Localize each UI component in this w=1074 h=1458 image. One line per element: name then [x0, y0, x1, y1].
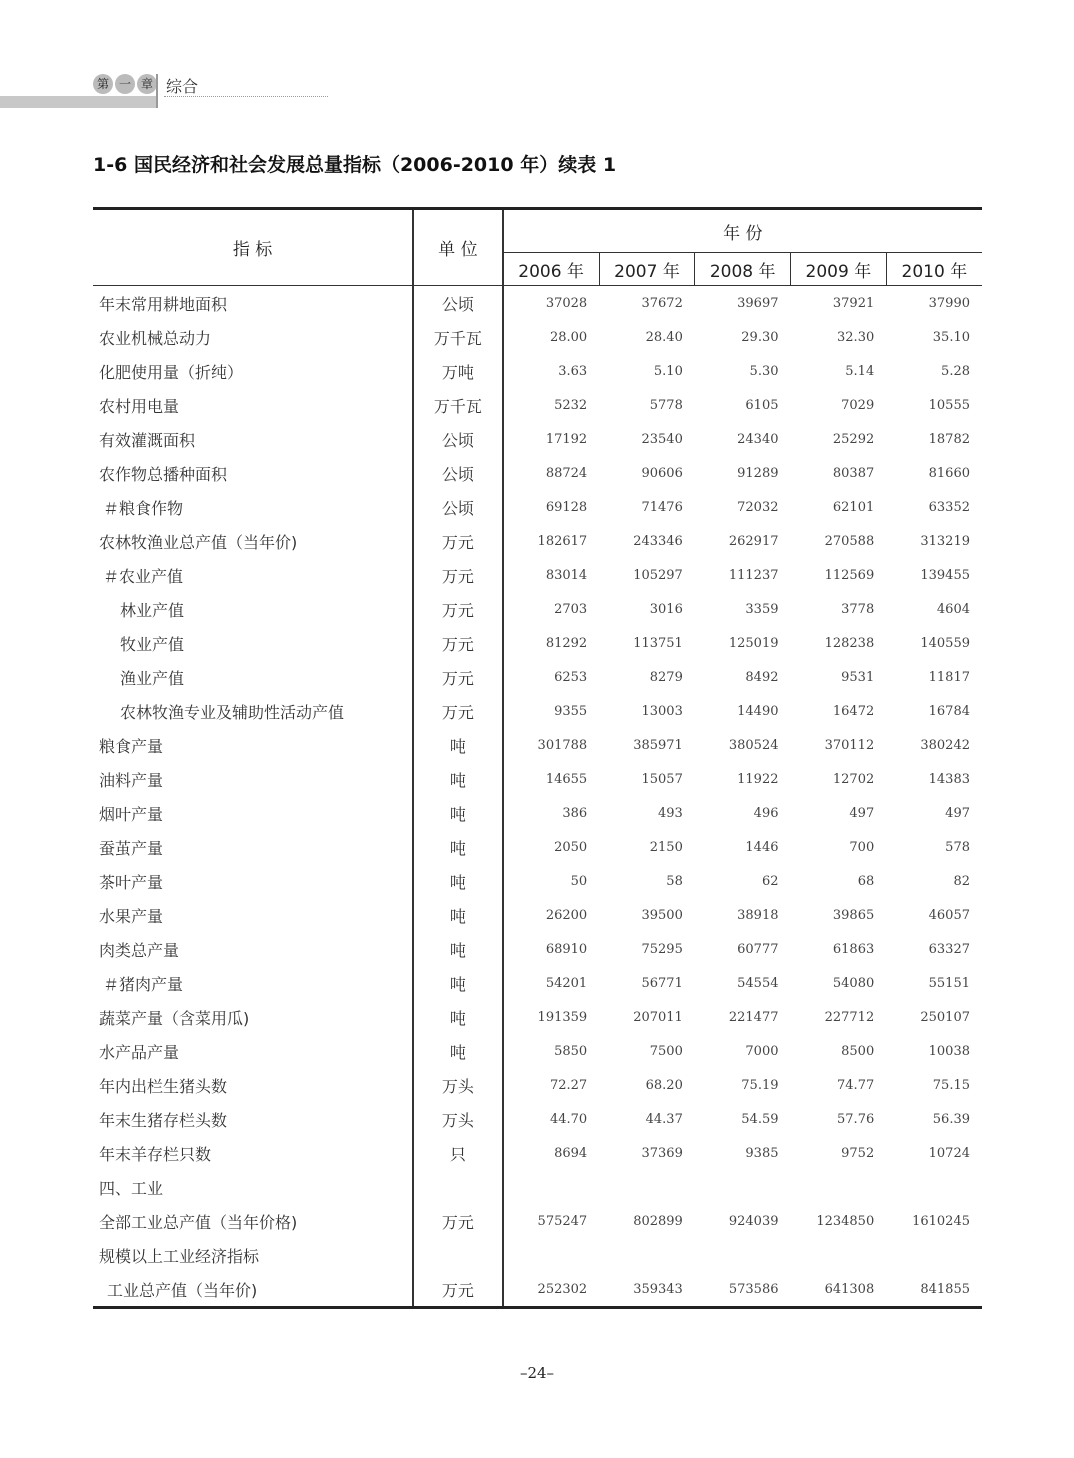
value-cell: 6105 — [745, 397, 779, 413]
indicator-name: 化肥使用量（折纯） — [93, 354, 413, 388]
value-cell: 9385 — [745, 1145, 779, 1161]
indicator-name: 农业机械总动力 — [93, 320, 413, 354]
value-cell: 14655 — [545, 771, 588, 787]
value-cell: 5.10 — [653, 363, 683, 379]
value-cell: 23540 — [641, 431, 683, 447]
value-cell: 5.30 — [749, 363, 779, 379]
value-cell: 83014 — [545, 567, 588, 583]
value-cell: 39865 — [832, 907, 875, 923]
table-row — [93, 762, 982, 796]
year-header: 2009 年 — [791, 253, 887, 286]
value-cell — [599, 1238, 695, 1272]
value-cell: 11817 — [928, 669, 970, 685]
value-cell: 313219 — [920, 533, 970, 549]
header-bar — [0, 96, 158, 108]
value-cell: 924039 — [728, 1213, 779, 1229]
value-cell: 493 — [658, 805, 683, 821]
indicator-name: 年内出栏生猪头数 — [93, 1068, 413, 1102]
value-cell: 44.70 — [549, 1111, 588, 1127]
value-cell: 28.40 — [645, 329, 683, 345]
unit-cell: 公顷 — [413, 422, 502, 456]
indicator-name: 年末常用耕地面积 — [93, 286, 413, 321]
indicator-name: 渔业产值 — [93, 660, 413, 694]
value-cell: 227712 — [824, 1009, 875, 1025]
value-cell: 16472 — [832, 703, 875, 719]
unit-cell: 万千瓦 — [413, 320, 502, 354]
unit-cell: 万吨 — [413, 354, 502, 388]
value-cell: 60777 — [737, 941, 779, 957]
value-cell: 68 — [857, 873, 875, 889]
value-cell: 700 — [849, 839, 875, 855]
value-cell: 57.76 — [837, 1111, 875, 1127]
chapter-char: 章 — [137, 74, 157, 94]
indicator-name: 蚕茧产量 — [93, 830, 413, 864]
value-cell: 1234850 — [816, 1213, 875, 1229]
indicator-name: 农林牧渔专业及辅助性活动产值 — [93, 694, 413, 728]
unit-cell: 万元 — [413, 558, 502, 592]
indicator-name: 农作物总播种面积 — [93, 456, 413, 490]
header-dotted-line — [164, 96, 328, 97]
value-cell: 15057 — [641, 771, 683, 787]
value-cell: 39697 — [737, 295, 779, 311]
value-cell: 56771 — [641, 975, 683, 991]
value-cell: 88724 — [545, 465, 588, 481]
table-row — [93, 796, 982, 830]
indicator-name: 农林牧渔业总产值（当年价) — [93, 524, 413, 558]
value-cell: 802899 — [633, 1213, 683, 1229]
table-row — [93, 660, 982, 694]
table-row — [93, 830, 982, 864]
value-cell: 111237 — [728, 567, 779, 583]
table-row — [93, 728, 982, 762]
indicator-name: 全部工业总产值（当年价格) — [93, 1204, 413, 1238]
value-cell: 7000 — [745, 1043, 779, 1059]
value-cell: 69128 — [545, 499, 588, 515]
value-cell: 62 — [761, 873, 779, 889]
value-cell: 497 — [945, 805, 970, 821]
indicator-name: 林业产值 — [93, 592, 413, 626]
value-cell: 28.00 — [549, 329, 588, 345]
unit-cell: 万元 — [413, 592, 502, 626]
unit-cell: 万元 — [413, 1272, 502, 1308]
value-cell: 14383 — [928, 771, 970, 787]
value-cell: 2150 — [649, 839, 683, 855]
value-cell: 113751 — [633, 635, 683, 651]
value-cell: 182617 — [537, 533, 588, 549]
value-cell: 112569 — [824, 567, 875, 583]
year-header: 2010 年 — [886, 253, 982, 286]
indicator-name: 有效灌溉面积 — [93, 422, 413, 456]
table-row — [93, 422, 982, 456]
value-cell: 35.10 — [932, 329, 970, 345]
value-cell: 72.27 — [549, 1077, 588, 1093]
value-cell: 1610245 — [912, 1213, 970, 1229]
value-cell: 71476 — [641, 499, 683, 515]
value-cell: 14490 — [737, 703, 779, 719]
value-cell: 841855 — [886, 1272, 982, 1308]
value-cell: 61863 — [832, 941, 875, 957]
unit-cell: 公顷 — [413, 286, 502, 321]
value-cell: 5232 — [554, 397, 588, 413]
value-cell: 301788 — [537, 737, 588, 753]
unit-cell: 万元 — [413, 660, 502, 694]
value-cell: 105297 — [633, 567, 683, 583]
value-cell — [695, 1238, 791, 1272]
year-header: 2007 年 — [599, 253, 695, 286]
chapter-badge — [93, 74, 157, 94]
value-cell: 29.30 — [741, 329, 779, 345]
value-cell: 380242 — [920, 737, 970, 753]
value-cell: 62101 — [832, 499, 875, 515]
indicator-name: ＃粮食作物 — [93, 490, 413, 524]
unit-cell: 公顷 — [413, 490, 502, 524]
table-row — [93, 694, 982, 728]
table-row — [93, 626, 982, 660]
year-header: 2008 年 — [695, 253, 791, 286]
unit-cell: 吨 — [413, 898, 502, 932]
value-cell: 54554 — [737, 975, 779, 991]
table-title: 1-6 国民经济和社会发展总量指标（2006-2010 年）续表 1 — [93, 154, 617, 176]
value-cell — [886, 1238, 982, 1272]
unit-cell: 吨 — [413, 966, 502, 1000]
table-row — [93, 1272, 982, 1308]
value-cell — [503, 1238, 600, 1272]
value-cell: 63352 — [928, 499, 970, 515]
value-cell: 25292 — [832, 431, 875, 447]
value-cell: 26200 — [545, 907, 588, 923]
value-cell: 9355 — [554, 703, 588, 719]
unit-cell: 吨 — [413, 796, 502, 830]
value-cell: 7029 — [841, 397, 875, 413]
unit-cell: 吨 — [413, 728, 502, 762]
value-cell: 46057 — [928, 907, 970, 923]
section-name: 综合 — [166, 77, 199, 96]
value-cell: 641308 — [791, 1272, 887, 1308]
table-row — [93, 1238, 982, 1272]
value-cell — [791, 1238, 887, 1272]
unit-cell: 吨 — [413, 762, 502, 796]
value-cell: 9752 — [841, 1145, 875, 1161]
indicator-name: 四、工业 — [93, 1170, 413, 1204]
year-header: 2006 年 — [503, 253, 600, 286]
table-row — [93, 1068, 982, 1102]
unit-cell: 只 — [413, 1136, 502, 1170]
value-cell: 8492 — [745, 669, 779, 685]
unit-cell — [413, 1170, 502, 1204]
indicator-name: 茶叶产量 — [93, 864, 413, 898]
indicator-name: ＃猪肉产量 — [93, 966, 413, 1000]
unit-cell: 吨 — [413, 1000, 502, 1034]
unit-cell: 吨 — [413, 830, 502, 864]
value-cell: 5.28 — [941, 363, 970, 379]
value-cell: 38918 — [737, 907, 779, 923]
indicator-name: 年末羊存栏只数 — [93, 1136, 413, 1170]
value-cell: 63327 — [928, 941, 970, 957]
value-cell: 74.77 — [837, 1077, 875, 1093]
value-cell: 12702 — [832, 771, 875, 787]
unit-cell: 万头 — [413, 1102, 502, 1136]
table-row — [93, 558, 982, 592]
value-cell: 10555 — [928, 397, 970, 413]
table-row — [93, 456, 982, 490]
value-cell: 4604 — [936, 601, 970, 617]
value-cell: 17192 — [545, 431, 588, 447]
col-years: 年 份 — [503, 209, 982, 253]
value-cell: 16784 — [928, 703, 970, 719]
table-row — [93, 320, 982, 354]
value-cell: 37921 — [832, 295, 875, 311]
value-cell: 3.63 — [558, 363, 588, 379]
value-cell: 10038 — [928, 1043, 970, 1059]
indicator-name: 烟叶产量 — [93, 796, 413, 830]
header-divider — [156, 74, 158, 108]
col-indicator: 指 标 — [93, 209, 413, 286]
value-cell: 8500 — [841, 1043, 875, 1059]
value-cell: 497 — [849, 805, 875, 821]
indicator-name: 工业总产值（当年价) — [93, 1272, 413, 1308]
value-cell: 54080 — [832, 975, 875, 991]
value-cell: 91289 — [737, 465, 779, 481]
table-row — [93, 1204, 982, 1238]
page-number: –24– — [519, 1364, 555, 1382]
value-cell: 125019 — [728, 635, 779, 651]
table-row — [93, 932, 982, 966]
chapter-char: 一 — [115, 74, 135, 94]
indicator-name: 油料产量 — [93, 762, 413, 796]
value-cell: 44.37 — [645, 1111, 683, 1127]
value-cell: 8279 — [649, 669, 683, 685]
value-cell: 54.59 — [741, 1111, 779, 1127]
chapter-char: 第 — [93, 74, 113, 94]
indicator-name: ＃农业产值 — [93, 558, 413, 592]
value-cell: 3778 — [841, 601, 875, 617]
value-cell: 5778 — [649, 397, 683, 413]
value-cell: 81292 — [545, 635, 588, 651]
unit-cell: 吨 — [413, 864, 502, 898]
value-cell: 270588 — [824, 533, 875, 549]
value-cell: 56.39 — [932, 1111, 970, 1127]
value-cell: 81660 — [928, 465, 970, 481]
indicator-name: 肉类总产量 — [93, 932, 413, 966]
value-cell: 140559 — [920, 635, 970, 651]
unit-cell: 万千瓦 — [413, 388, 502, 422]
value-cell: 72032 — [737, 499, 779, 515]
value-cell — [599, 1170, 695, 1204]
table-row — [93, 592, 982, 626]
table-row — [93, 966, 982, 1000]
value-cell: 8694 — [554, 1145, 588, 1161]
table-row — [93, 524, 982, 558]
value-cell: 2703 — [554, 601, 588, 617]
indicator-name: 年末生猪存栏头数 — [93, 1102, 413, 1136]
value-cell: 82 — [953, 873, 970, 889]
value-cell: 37990 — [928, 295, 970, 311]
value-cell: 37369 — [641, 1145, 683, 1161]
value-cell: 250107 — [920, 1009, 970, 1025]
value-cell: 75.15 — [932, 1077, 970, 1093]
indicator-name: 粮食产量 — [93, 728, 413, 762]
value-cell: 139455 — [920, 567, 970, 583]
value-cell: 243346 — [633, 533, 683, 549]
value-cell: 37028 — [545, 295, 588, 311]
table-row — [93, 1102, 982, 1136]
value-cell: 13003 — [641, 703, 683, 719]
col-unit: 单 位 — [413, 209, 502, 286]
value-cell: 191359 — [537, 1009, 588, 1025]
value-cell: 5.14 — [845, 363, 875, 379]
value-cell: 207011 — [633, 1009, 683, 1025]
value-cell: 55151 — [928, 975, 970, 991]
value-cell: 68910 — [545, 941, 588, 957]
indicator-name: 水果产量 — [93, 898, 413, 932]
value-cell: 24340 — [737, 431, 779, 447]
value-cell: 7500 — [649, 1043, 683, 1059]
value-cell — [886, 1170, 982, 1204]
value-cell: 39500 — [641, 907, 683, 923]
value-cell: 80387 — [832, 465, 875, 481]
value-cell: 128238 — [824, 635, 875, 651]
value-cell: 50 — [570, 873, 588, 889]
value-cell: 1446 — [745, 839, 779, 855]
unit-cell: 公顷 — [413, 456, 502, 490]
table-row — [93, 1034, 982, 1068]
value-cell: 575247 — [537, 1213, 588, 1229]
value-cell: 32.30 — [837, 329, 875, 345]
indicator-name: 规模以上工业经济指标 — [93, 1238, 413, 1272]
table-row — [93, 354, 982, 388]
indicator-name: 牧业产值 — [93, 626, 413, 660]
unit-cell: 万元 — [413, 524, 502, 558]
table-row — [93, 1136, 982, 1170]
value-cell: 90606 — [641, 465, 683, 481]
table-row — [93, 898, 982, 932]
value-cell — [695, 1170, 791, 1204]
indicator-name: 水产品产量 — [93, 1034, 413, 1068]
indicator-name: 农村用电量 — [93, 388, 413, 422]
value-cell: 6253 — [554, 669, 588, 685]
value-cell: 11922 — [737, 771, 779, 787]
table-row — [93, 490, 982, 524]
table-row — [93, 286, 982, 321]
unit-cell: 万元 — [413, 626, 502, 660]
value-cell: 75295 — [641, 941, 683, 957]
unit-cell — [413, 1238, 502, 1272]
value-cell: 573586 — [695, 1272, 791, 1308]
data-table — [93, 207, 982, 1309]
value-cell: 37672 — [641, 295, 683, 311]
value-cell: 5850 — [554, 1043, 588, 1059]
value-cell: 386 — [562, 805, 588, 821]
value-cell: 3359 — [745, 601, 779, 617]
unit-cell: 万头 — [413, 1068, 502, 1102]
value-cell: 262917 — [728, 533, 779, 549]
value-cell: 221477 — [728, 1009, 779, 1025]
value-cell: 370112 — [824, 737, 875, 753]
table-row — [93, 1000, 982, 1034]
value-cell: 75.19 — [741, 1077, 779, 1093]
unit-cell: 吨 — [413, 932, 502, 966]
value-cell: 58 — [666, 873, 683, 889]
value-cell: 2050 — [554, 839, 588, 855]
value-cell — [503, 1170, 600, 1204]
value-cell: 252302 — [503, 1272, 600, 1308]
value-cell: 380524 — [728, 737, 779, 753]
value-cell: 18782 — [928, 431, 970, 447]
value-cell: 10724 — [928, 1145, 970, 1161]
value-cell: 359343 — [599, 1272, 695, 1308]
value-cell: 68.20 — [645, 1077, 683, 1093]
table-row — [93, 864, 982, 898]
table-row — [93, 1170, 982, 1204]
value-cell: 385971 — [633, 737, 683, 753]
unit-cell: 万元 — [413, 694, 502, 728]
value-cell: 578 — [945, 839, 970, 855]
value-cell — [791, 1170, 887, 1204]
unit-cell: 万元 — [413, 1204, 502, 1238]
value-cell: 3016 — [649, 601, 683, 617]
unit-cell: 吨 — [413, 1034, 502, 1068]
value-cell: 9531 — [841, 669, 875, 685]
indicator-name: 蔬菜产量（含菜用瓜) — [93, 1000, 413, 1034]
value-cell: 54201 — [545, 975, 588, 991]
value-cell: 496 — [753, 805, 779, 821]
table-row — [93, 388, 982, 422]
